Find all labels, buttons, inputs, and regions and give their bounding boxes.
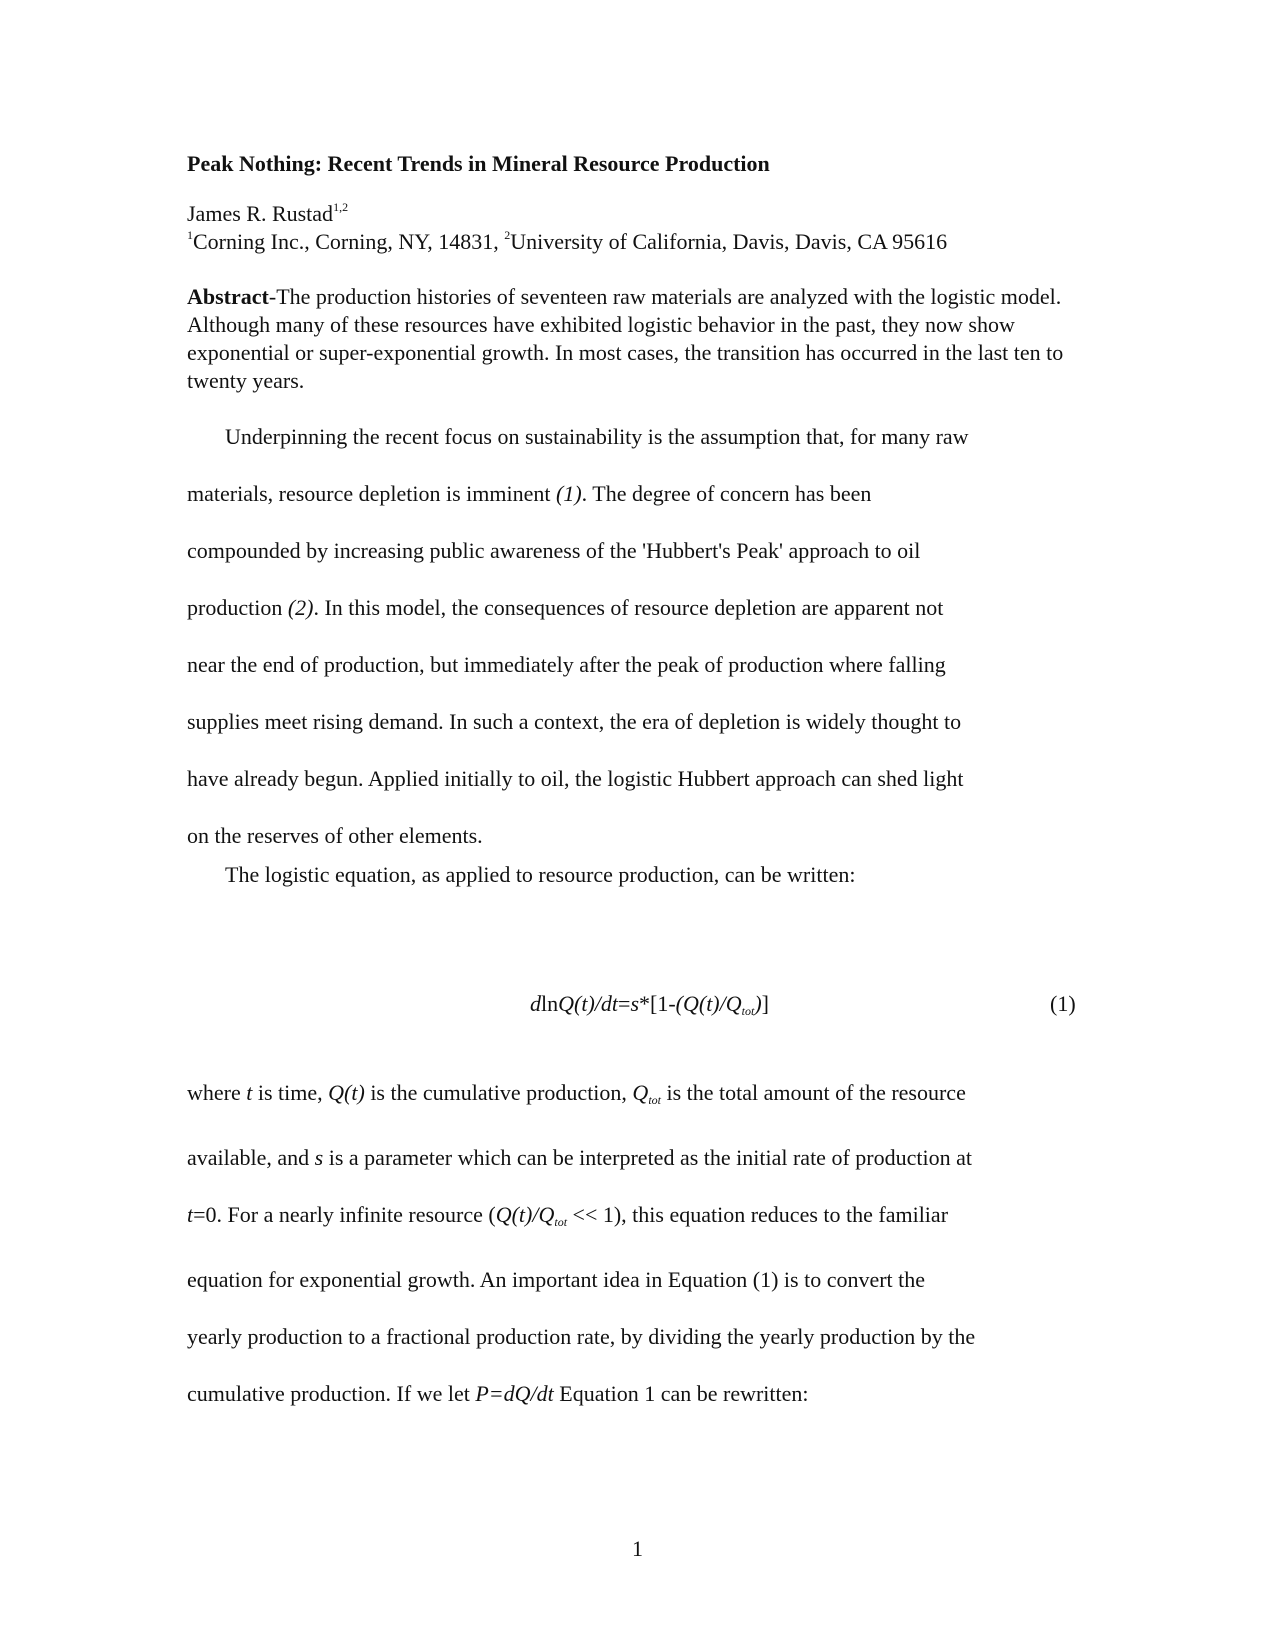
citation-2: (2) [287, 595, 314, 620]
citation-1: (1) [556, 481, 582, 506]
paragraph-line: near the end of production, but immediately after the peak of production where falling [187, 652, 946, 677]
affiliation-2: University of California, Davis, Davis, CA 95616 [510, 229, 948, 254]
affiliations [187, 228, 1147, 256]
paragraph-line: production (2). In this model, the consequences of resource depletion are apparent not [187, 595, 944, 620]
paragraph-line: Underpinning the recent focus on sustainability is the assumption that, for many raw [225, 424, 969, 449]
paragraph-line: equation for exponential growth. An important idea in Equation (1) is to convert the [187, 1267, 926, 1292]
paragraph-line: where t is time, Q(t) is the cumulative production, $Q_{tot}$ is the total amount of the resource [187, 1080, 966, 1107]
paragraph-line: available, and s is a parameter which can be interpreted as the initial rate of production at [187, 1145, 972, 1170]
author-affiliation-marks: 1,2 [333, 200, 349, 214]
intro-paragraph [187, 408, 1087, 864]
abstract-label: Abstract [187, 284, 269, 309]
definitions-paragraph [187, 1064, 1087, 1422]
paragraph-line: cumulative production. If we let P=dQ/dt Equation 1 can be rewritten: [187, 1381, 809, 1406]
abstract [187, 283, 1087, 395]
author-line [187, 200, 1147, 228]
page-number: 1 [632, 1536, 643, 1561]
author-name: James R. Rustad [187, 201, 334, 226]
affiliation-1: Corning Inc., Corning, NY, 14831, [193, 229, 505, 254]
paragraph-line: yearly production to a fractional production rate, by dividing the yearly production by the [187, 1324, 976, 1349]
affiliation-mark-2: 2 [504, 228, 511, 242]
paragraph-line: t=0. For a nearly infinite resource $(Q(t)/Q_{tot} << 1)$, this equation reduces to the familiar [187, 1202, 949, 1229]
paragraph-line: supplies meet rising demand. In such a context, the era of depletion is widely thought to [187, 709, 962, 734]
paragraph-line: on the reserves of other elements. [187, 823, 483, 848]
equation-1: $dlnQ(t)/dt=s*[1-(Q(t)/Q_{tot})]$ [530, 991, 769, 1018]
abstract-text: -The production histories of seventeen raw materials are analyzed with the logistic model. Although many of these resources have exhibited logistic behavior in the past, they now show exponential or super-exponential growth. In most cases, the transition has occurred in the last ten to twenty years. [187, 284, 1064, 393]
paragraph-line: materials, resource depletion is imminent (1). The degree of concern has been [187, 481, 872, 506]
affiliation-mark-1: 1 [187, 228, 193, 242]
equation-number: (1) [1050, 991, 1076, 1016]
paper-title: Peak Nothing: Recent Trends in Mineral Resource Production [187, 151, 770, 176]
paragraph-line: have already begun. Applied initially to oil, the logistic Hubbert approach can shed light [187, 766, 964, 791]
logistic-paragraph [187, 846, 1087, 903]
paragraph-line: The logistic equation, as applied to resource production, can be written: [225, 862, 856, 887]
paragraph-line: compounded by increasing public awareness of the 'Hubbert's Peak' approach to oil [187, 538, 921, 563]
